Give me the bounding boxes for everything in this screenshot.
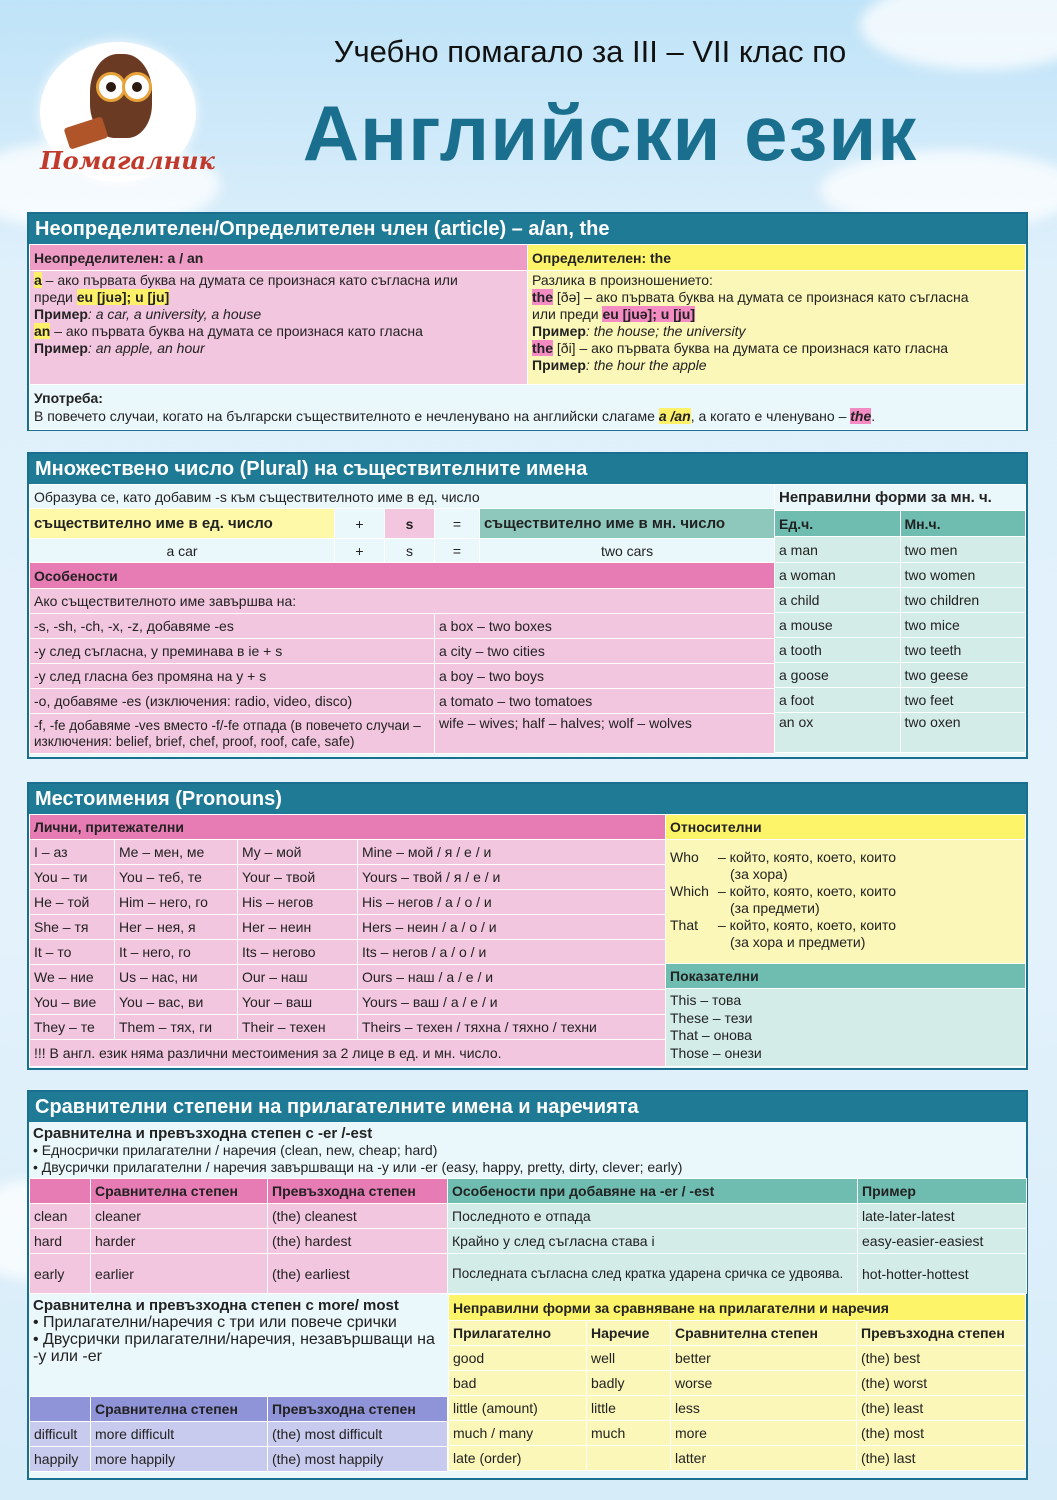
pronoun-cell: You – вас, ви xyxy=(115,990,238,1015)
more-cell: more happily xyxy=(91,1447,268,1472)
irr-cell: good xyxy=(449,1346,587,1371)
relative-word: Who xyxy=(670,849,699,865)
irregular-singular: a mouse xyxy=(775,613,901,638)
demonstrative-item: These – тези xyxy=(670,1009,753,1026)
definite-rules xyxy=(528,271,1026,385)
pronouns-heading: Местоимения (Pronouns) xyxy=(29,784,1026,814)
relative-note: (за предмети) xyxy=(730,900,820,916)
logo xyxy=(40,42,215,182)
plural-rule: -f, -fe добавяме -ves вместо -f/-fe отпада (в повечето случаи – изключения: belief, brief, chef, proof, roof, cafe, safe) xyxy=(30,714,435,754)
more-cell: (the) most difficult xyxy=(268,1422,448,1447)
plural-intro: Образува се, като добавим -s към съществителното име в ед. число xyxy=(30,485,775,509)
more-cell: difficult xyxy=(30,1422,91,1447)
irregular-col-plural: Мн.ч. xyxy=(900,511,1026,537)
plural-rule-example: a city – two cities xyxy=(435,639,775,664)
irr-col-adjective: Прилагателно xyxy=(449,1321,587,1346)
more-bullet: • Двусрички прилагателни/наречия, незавършващи на -y или -er xyxy=(33,1331,435,1365)
irregular-heading: Неправилни форми за мн. ч. xyxy=(775,485,1026,511)
irr-cell: (the) least xyxy=(857,1396,1026,1421)
irregular-singular: a woman xyxy=(775,563,901,588)
demonstrative-item: Those – онези xyxy=(670,1044,762,1061)
def-text: или преди xyxy=(532,306,603,322)
pronoun-cell: Mine – мой / я / е / и xyxy=(358,840,666,865)
example-equals: = xyxy=(435,539,480,563)
plural-rule: -o, добавяме -es (изключения: radio, video, disco) xyxy=(30,689,435,714)
formula-plus: + xyxy=(335,509,385,539)
pronoun-cell: Your – ваш xyxy=(238,990,358,1015)
demonstrative-heading: Показателни xyxy=(666,964,1026,989)
pronoun-cell: Yours – ваш / а / е / и xyxy=(358,990,666,1015)
more-cell: more difficult xyxy=(91,1422,268,1447)
pronoun-cell: My – мой xyxy=(238,840,358,865)
irregular-singular: a tooth xyxy=(775,638,901,663)
er-bullet: • Едносрички прилагателни / наречия (clean, new, cheap; hard) xyxy=(33,1142,438,1158)
page-subtitle: Учебно помагало за III – VII клас по xyxy=(333,34,847,69)
pronoun-cell: Yours – твой / я / е / и xyxy=(358,865,666,890)
irr-cell: more xyxy=(671,1421,857,1446)
demonstrative-item: This – това xyxy=(670,992,742,1008)
example-text: : the hour the apple xyxy=(585,357,707,373)
plural-rule: -y след съгласна, y преминава в ie + s xyxy=(30,639,435,664)
def-word: the xyxy=(532,289,553,305)
more-intro xyxy=(29,1294,448,1396)
formula-equals: = xyxy=(435,509,480,539)
example-plural: two cars xyxy=(480,539,775,563)
indef-word: a xyxy=(34,272,42,288)
irregular-singular: an ox xyxy=(775,713,901,753)
logo-text: Помагалник xyxy=(40,146,215,175)
relative-list xyxy=(666,840,1026,964)
pronoun-cell: Its – негов / а / о / и xyxy=(358,940,666,965)
indef-text: преди xyxy=(34,289,77,305)
example-label: Пример xyxy=(532,357,586,373)
pronoun-cell: Hers – неин / а / о / и xyxy=(358,915,666,940)
er-col-example: Пример xyxy=(858,1179,1027,1204)
irregular-singular: a man xyxy=(775,537,901,563)
example-text: : a car, a university, a house xyxy=(87,306,262,322)
more-col-comparative: Сравнителна степен xyxy=(91,1397,268,1422)
example-s: s xyxy=(385,539,435,563)
owl-eye-icon xyxy=(122,72,152,102)
def-text: Разлика в произношението: xyxy=(532,272,713,288)
usage-label: Употреба: xyxy=(34,390,103,406)
features-intro: Ако съществителното име завършва на: xyxy=(30,589,775,614)
irr-cell: less xyxy=(671,1396,857,1421)
usage-a: a /an xyxy=(658,408,691,424)
plural-heading: Множествено число (Plural) на съществителните имена xyxy=(29,454,1026,484)
er-cell: cleaner xyxy=(91,1204,268,1229)
example-label: Пример xyxy=(34,340,88,356)
er-col-superlative: Превъзходна степен xyxy=(268,1179,448,1204)
example-plus: + xyxy=(335,539,385,563)
irr-cell: (the) last xyxy=(857,1446,1026,1471)
indef-text: – ако първата буква на думата се произнася като гласна xyxy=(50,323,423,339)
irr-col-comparative: Сравнителна степен xyxy=(671,1321,857,1346)
pronoun-cell: We – ние xyxy=(30,965,115,990)
plural-rule-example: a boy – two boys xyxy=(435,664,775,689)
def-text: [ði] – ако първата буква на думата се произнася като гласна xyxy=(553,340,949,356)
formula-plural: съществително име в мн. число xyxy=(480,509,775,539)
pronoun-cell: Theirs – техен / тяхна / тяхно / техни xyxy=(358,1015,666,1040)
er-intro xyxy=(29,1122,1026,1178)
irr-cell: latter xyxy=(671,1446,857,1471)
relative-pronouns-table xyxy=(665,814,1026,1067)
er-table xyxy=(29,1178,1027,1294)
comparison-section xyxy=(27,1090,1028,1480)
irregular-comparison-table xyxy=(448,1294,1026,1471)
er-bullet: • Двусрички прилагателни / наречия завършващи на -y или -er (easy, happy, pretty, dirty, clever; early) xyxy=(33,1159,683,1175)
example-text: : the house; the university xyxy=(585,323,746,339)
pronoun-cell: They – те xyxy=(30,1015,115,1040)
irregular-plural-table xyxy=(774,484,1026,753)
er-cell: (the) hardest xyxy=(268,1229,448,1254)
plural-rule-example: a tomato – two tomatoes xyxy=(435,689,775,714)
relative-word: Which xyxy=(670,883,709,899)
er-heading: Сравнителна и превъзходна степен с -er /-est xyxy=(33,1125,373,1142)
irregular-col-singular: Ед.ч. xyxy=(775,511,901,537)
pronoun-cell: You – ти xyxy=(30,865,115,890)
irr-cell: better xyxy=(671,1346,857,1371)
irregular-plural: two geese xyxy=(900,663,1026,688)
demonstrative-item: That – онова xyxy=(670,1027,752,1043)
irr-cell: worse xyxy=(671,1371,857,1396)
example-singular: a car xyxy=(30,539,335,563)
pronoun-cell: Me – мен, ме xyxy=(115,840,238,865)
formula-s: s xyxy=(385,509,435,539)
er-cell: Последната съгласна след кратка ударена сричка се удвоява. xyxy=(448,1254,858,1294)
relative-translation: – който, която, което, които xyxy=(718,849,896,865)
personal-heading: Лични, притежателни xyxy=(30,815,666,840)
pronoun-cell: Their – техен xyxy=(238,1015,358,1040)
er-cell: hot-hotter-hottest xyxy=(858,1254,1027,1294)
relative-note: (за хора) xyxy=(730,866,788,882)
relative-note: (за хора и предмети) xyxy=(730,934,866,950)
plural-rules-table xyxy=(29,484,775,754)
irregular-singular: a child xyxy=(775,588,901,613)
irr-col-superlative: Превъзходна степен xyxy=(857,1321,1026,1346)
pronoun-cell: Its – негово xyxy=(238,940,358,965)
articles-table xyxy=(29,244,1026,430)
er-cell: easy-easier-easiest xyxy=(858,1229,1027,1254)
indefinite-rules xyxy=(30,271,528,385)
pronoun-cell: I – аз xyxy=(30,840,115,865)
usage-text: , а когато е членувано – xyxy=(690,408,851,424)
irr-cell: well xyxy=(587,1346,671,1371)
pronoun-cell: Us – нас, ни xyxy=(115,965,238,990)
plural-rule: -s, -sh, -ch, -x, -z, добавяме -es xyxy=(30,614,435,639)
indefinite-heading: Неопределителен: a / an xyxy=(30,245,528,271)
irr-cell: (the) best xyxy=(857,1346,1026,1371)
example-label: Пример xyxy=(34,306,88,322)
irr-cell: (the) most xyxy=(857,1421,1026,1446)
more-heading: Сравнителна и превъзходна степен с more/ most xyxy=(33,1297,399,1314)
plural-rule-example: a box – two boxes xyxy=(435,614,775,639)
definite-heading: Определителен: the xyxy=(528,245,1026,271)
relative-heading: Относителни xyxy=(666,815,1026,840)
pronoun-cell: Your – твой xyxy=(238,865,358,890)
usage-the: the xyxy=(850,408,872,424)
more-col-blank xyxy=(30,1397,91,1422)
pronoun-cell: Her – нея, я xyxy=(115,915,238,940)
irr-cell: much xyxy=(587,1421,671,1446)
usage-text: В повечето случаи, когато на български съществителното е нечленувано на английски слагаме xyxy=(34,408,659,424)
pronoun-cell: His – негов xyxy=(238,890,358,915)
er-cell: late-later-latest xyxy=(858,1204,1027,1229)
pronouns-section xyxy=(27,782,1028,1070)
irregular-plural: two feet xyxy=(900,688,1026,713)
more-cell: happily xyxy=(30,1447,91,1472)
irregular-singular: a goose xyxy=(775,663,901,688)
er-cell: (the) earliest xyxy=(268,1254,448,1294)
irregular-plural: two men xyxy=(900,537,1026,563)
irregular-plural: two mice xyxy=(900,613,1026,638)
book-icon xyxy=(64,116,109,149)
comparison-heading: Сравнителни степени на прилагателните имена и наречията xyxy=(29,1092,1026,1122)
pronoun-cell: Them – тях, ги xyxy=(115,1015,238,1040)
pronoun-cell: Her – неин xyxy=(238,915,358,940)
def-word: the xyxy=(532,340,553,356)
irr-cell: much / many xyxy=(449,1421,587,1446)
er-col-features: Особености при добавяне на -er / -est xyxy=(448,1179,858,1204)
er-cell: clean xyxy=(30,1204,91,1229)
er-cell: earlier xyxy=(91,1254,268,1294)
more-bullet: • Прилагателни/наречия с три или повече срички xyxy=(33,1314,397,1331)
demonstrative-list xyxy=(666,989,1026,1067)
pronoun-cell: Our – наш xyxy=(238,965,358,990)
pronoun-cell: Ours – наш / а / е / и xyxy=(358,965,666,990)
def-text: [ðə] – ако първата буква на думата се произнася като съгласна xyxy=(553,289,969,305)
er-cell: harder xyxy=(91,1229,268,1254)
irregular-plural: two women xyxy=(900,563,1026,588)
plural-section xyxy=(27,452,1028,759)
personal-pronouns-table xyxy=(29,814,666,1067)
irregular-plural: two teeth xyxy=(900,638,1026,663)
usage-cell xyxy=(30,385,1026,430)
irr-cell: bad xyxy=(449,1371,587,1396)
er-col-blank xyxy=(30,1179,91,1204)
er-cell: hard xyxy=(30,1229,91,1254)
relative-word: That xyxy=(670,917,699,933)
pronoun-note: !!! В англ. език няма различни местоимения за 2 лице в ед. и мн. число. xyxy=(30,1040,666,1067)
irregular-comparison-heading: Неправилни форми за сравняване на прилагателни и наречия xyxy=(449,1295,1026,1321)
indef-pron: eu [juə]; u [ju] xyxy=(76,289,170,305)
irregular-plural: two oxen xyxy=(900,713,1026,753)
page-title: Английски език xyxy=(302,89,918,177)
irr-cell: little xyxy=(587,1396,671,1421)
features-heading: Особености xyxy=(30,563,775,589)
er-cell: Крайно у след съгласна става i xyxy=(448,1229,858,1254)
pronoun-cell: You – вие xyxy=(30,990,115,1015)
irr-col-adverb: Наречие xyxy=(587,1321,671,1346)
er-cell: Последното е отпада xyxy=(448,1204,858,1229)
irregular-plural: two children xyxy=(900,588,1026,613)
irr-cell: little (amount) xyxy=(449,1396,587,1421)
indef-word: an xyxy=(34,323,51,339)
irr-cell: late (order) xyxy=(449,1446,587,1471)
pronoun-cell: Him – него, го xyxy=(115,890,238,915)
irregular-singular: a foot xyxy=(775,688,901,713)
relative-translation: – който, която, което, които xyxy=(718,917,896,933)
irr-cell xyxy=(587,1446,671,1471)
pronoun-cell: His – негов / а / о / и xyxy=(358,890,666,915)
def-pron: eu [juə]; u [ju] xyxy=(602,306,695,322)
example-label: Пример xyxy=(532,323,586,339)
er-cell: (the) cleanest xyxy=(268,1204,448,1229)
more-cell: (the) most happily xyxy=(268,1447,448,1472)
more-col-superlative: Превъзходна степен xyxy=(268,1397,448,1422)
articles-heading: Неопределителен/Определителен член (article) – a/an, the xyxy=(29,214,1026,244)
formula-singular: съществително име в ед. число xyxy=(30,509,335,539)
er-cell: early xyxy=(30,1254,91,1294)
relative-translation: – който, която, което, които xyxy=(718,883,896,899)
pronoun-cell: It – то xyxy=(30,940,115,965)
usage-text: . xyxy=(871,408,876,424)
indef-text: – ако първата буква на думата се произнася като съгласна или xyxy=(41,272,458,288)
plural-rule-example: wife – wives; half – halves; wolf – wolves xyxy=(435,714,775,754)
articles-section xyxy=(27,212,1028,431)
irr-cell: (the) worst xyxy=(857,1371,1026,1396)
pronoun-cell: It – него, го xyxy=(115,940,238,965)
plural-rule: -y след гласна без промяна на y + s xyxy=(30,664,435,689)
irr-cell: badly xyxy=(587,1371,671,1396)
example-text: : an apple, an hour xyxy=(87,340,205,356)
er-col-comparative: Сравнителна степен xyxy=(91,1179,268,1204)
pronoun-cell: You – теб, те xyxy=(115,865,238,890)
pronoun-cell: She – тя xyxy=(30,915,115,940)
more-table xyxy=(29,1396,448,1472)
pronoun-cell: He – той xyxy=(30,890,115,915)
